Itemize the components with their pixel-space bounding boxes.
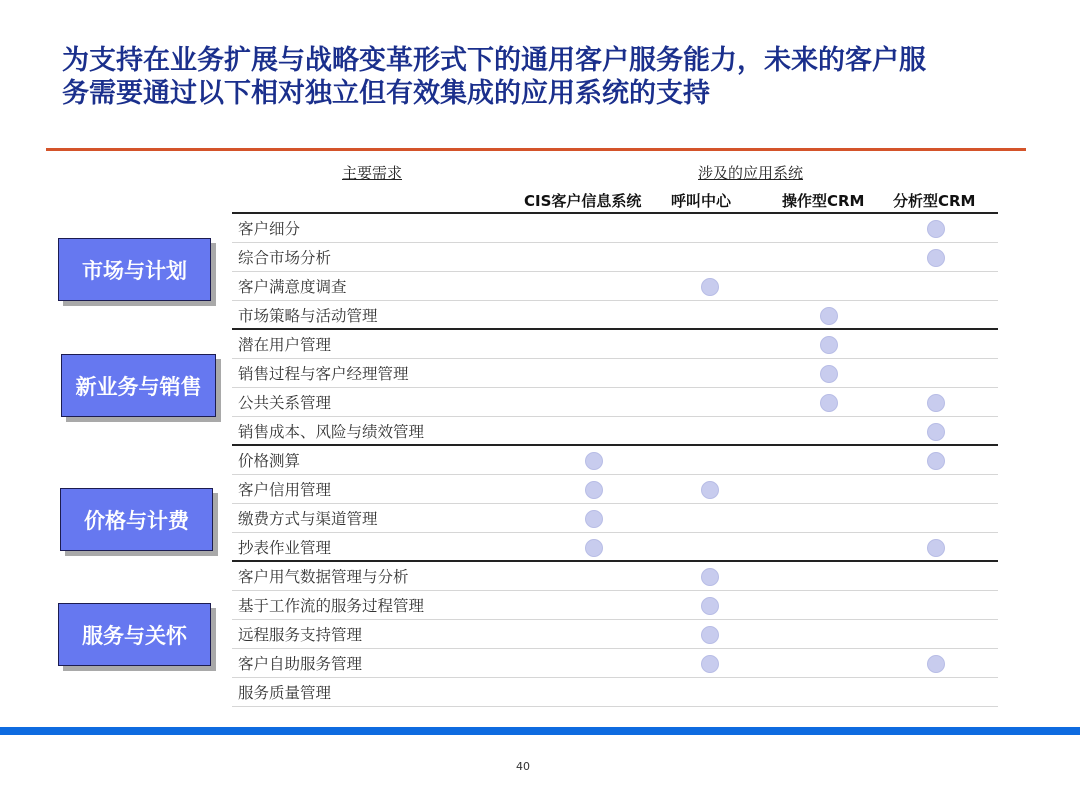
table-row bbox=[232, 649, 998, 678]
requirement-label: 客户满意度调查 bbox=[238, 278, 347, 296]
system-mark-dot bbox=[927, 539, 945, 557]
system-mark-dot bbox=[927, 655, 945, 673]
table-row bbox=[232, 591, 998, 620]
requirements-header: 主要需求 bbox=[342, 164, 403, 182]
table-row bbox=[232, 388, 998, 417]
requirement-label: 市场策略与活动管理 bbox=[238, 307, 378, 325]
requirement-label: 抄表作业管理 bbox=[238, 539, 332, 557]
system-mark-dot bbox=[927, 452, 945, 470]
table-row bbox=[232, 417, 998, 446]
requirement-label: 客户用气数据管理与分析 bbox=[238, 568, 409, 586]
system-mark-dot bbox=[820, 394, 838, 412]
table-row bbox=[232, 330, 998, 359]
title-divider bbox=[46, 148, 1026, 151]
column-header-cis: CIS客户信息系统 bbox=[524, 192, 642, 210]
system-mark-dot bbox=[927, 249, 945, 267]
category-new-business-sales: 新业务与销售 bbox=[61, 354, 216, 417]
column-header-operational-crm: 操作型CRM bbox=[782, 192, 865, 210]
requirement-label: 客户细分 bbox=[238, 220, 301, 238]
requirement-label: 潜在用户管理 bbox=[238, 336, 332, 354]
system-mark-dot bbox=[701, 278, 719, 296]
column-header-call-center: 呼叫中心 bbox=[671, 192, 732, 210]
row-divider bbox=[232, 706, 998, 707]
table-row bbox=[232, 214, 998, 243]
requirement-label: 公共关系管理 bbox=[238, 394, 332, 412]
category-market-planning: 市场与计划 bbox=[58, 238, 211, 301]
system-mark-dot bbox=[820, 336, 838, 354]
category-service-care: 服务与关怀 bbox=[58, 603, 211, 666]
table-row bbox=[232, 620, 998, 649]
system-mark-dot bbox=[927, 423, 945, 441]
table-row bbox=[232, 301, 998, 330]
system-mark-dot bbox=[585, 510, 603, 528]
system-mark-dot bbox=[585, 481, 603, 499]
requirement-label: 综合市场分析 bbox=[238, 249, 332, 267]
table-row bbox=[232, 359, 998, 388]
requirement-label: 销售过程与客户经理管理 bbox=[238, 365, 409, 383]
category-pricing-billing: 价格与计费 bbox=[60, 488, 213, 551]
system-mark-dot bbox=[701, 626, 719, 644]
system-mark-dot bbox=[585, 452, 603, 470]
system-mark-dot bbox=[701, 597, 719, 615]
requirement-label: 服务质量管理 bbox=[238, 684, 332, 702]
requirement-label: 缴费方式与渠道管理 bbox=[238, 510, 378, 528]
page-number: 40 bbox=[516, 760, 530, 773]
requirement-label: 价格测算 bbox=[238, 452, 301, 470]
requirement-label: 基于工作流的服务过程管理 bbox=[238, 597, 425, 615]
requirement-label: 远程服务支持管理 bbox=[238, 626, 363, 644]
column-header-analytical-crm: 分析型CRM bbox=[893, 192, 976, 210]
systems-header: 涉及的应用系统 bbox=[698, 164, 804, 182]
table-row bbox=[232, 533, 998, 562]
system-mark-dot bbox=[820, 365, 838, 383]
table-row bbox=[232, 562, 998, 591]
system-mark-dot bbox=[927, 394, 945, 412]
table-row bbox=[232, 446, 998, 475]
system-mark-dot bbox=[820, 307, 838, 325]
footer-bar bbox=[0, 727, 1080, 735]
system-mark-dot bbox=[927, 220, 945, 238]
table-row bbox=[232, 272, 998, 301]
system-mark-dot bbox=[701, 655, 719, 673]
table-row bbox=[232, 678, 998, 707]
table-row bbox=[232, 504, 998, 533]
requirement-label: 客户信用管理 bbox=[238, 481, 332, 499]
system-mark-dot bbox=[701, 481, 719, 499]
requirement-label: 销售成本、风险与绩效管理 bbox=[238, 423, 425, 441]
page-title: 为支持在业务扩展与战略变革形式下的通用客户服务能力，未来的客户服务需要通过以下相对独立但有效集成的应用系统的支持 bbox=[62, 45, 926, 109]
table-row bbox=[232, 475, 998, 504]
system-mark-dot bbox=[585, 539, 603, 557]
system-mark-dot bbox=[701, 568, 719, 586]
table-row bbox=[232, 243, 998, 272]
requirement-label: 客户自助服务管理 bbox=[238, 655, 363, 673]
